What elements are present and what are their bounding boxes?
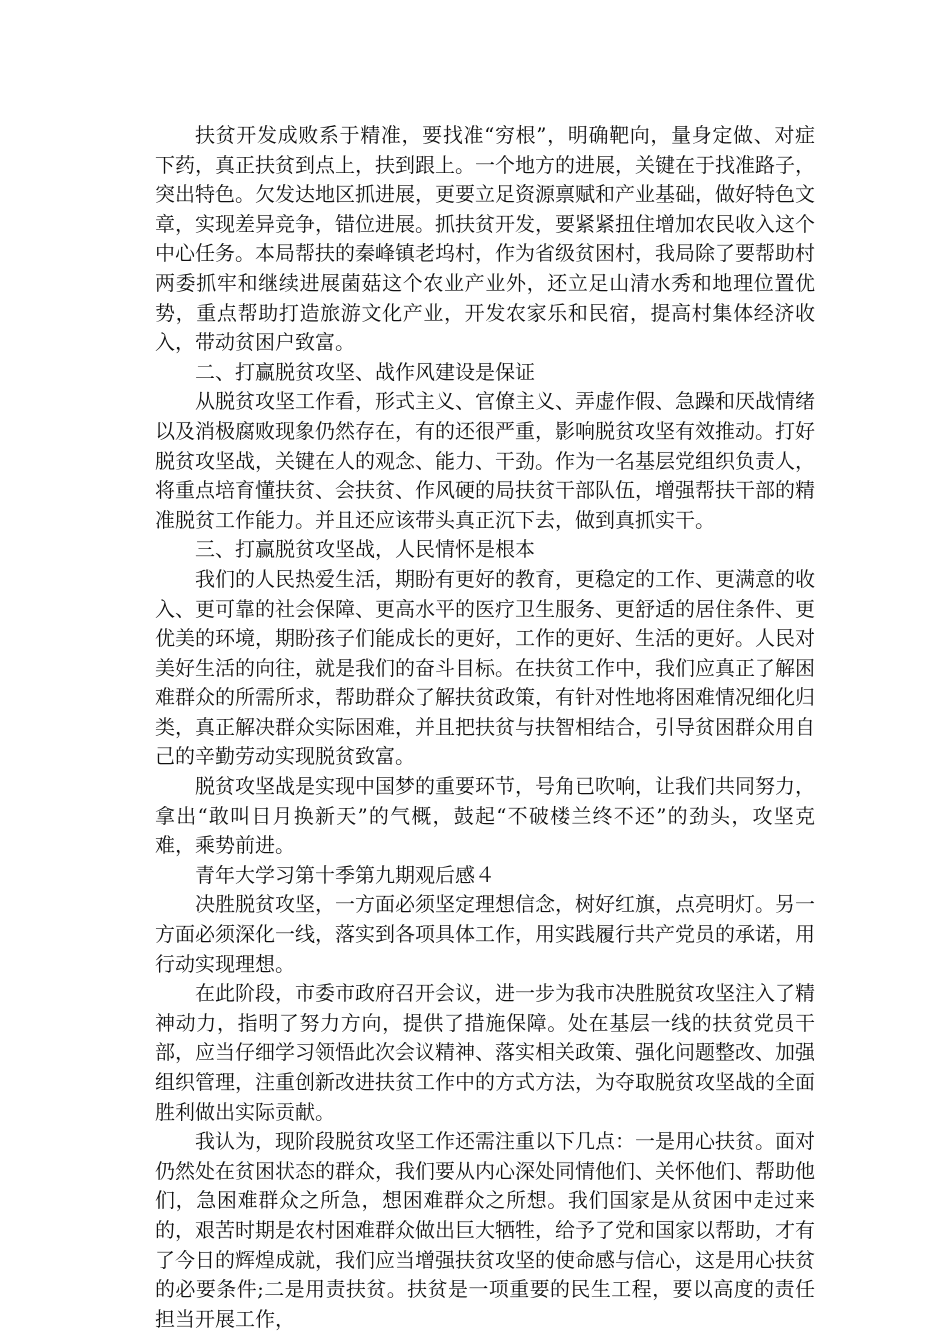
paragraph-ideals-beliefs: 决胜脱贫攻坚，一方面必须坚定理想信念，树好红旗，点亮明灯。另一方面必须深化一线，落实到各项具体工作，用实践履行共产党员的承诺，用行动实现理想。 — [155, 892, 815, 976]
section-heading-2: 二、打赢脱贫攻坚、战作风建设是保证 — [195, 359, 535, 384]
paragraph-key-points: 我认为，现阶段脱贫攻坚工作还需注重以下几点：一是用心扶贫。面对仍然处在贫困状态的群众，我们要从内心深处同情他们、关怀他们、帮助他们，急困难群众之所急，想困难群众之所想。我们国家是从贫困中走过来的，艰苦时期是农村困难群众做出巨大牺牲，给予了党和国家以帮助，才有了今日的辉煌成就，我们应当增强扶贫攻坚的使命感与信心，这是用心扶贫的必要条件;二是用责扶贫。扶贫是一项重要的民生工程，要以高度的责任担当开展工作， — [155, 1129, 815, 1331]
document-body — [155, 121, 815, 1334]
paragraph-precision-poverty: 扶贫开发成败系于精准，要找准“穷根”，明确靶向，量身定做、对症下药，真正扶贫到点上，扶到跟上。一个地方的进展，关键在于找准路子，突出特色。欠发达地区抓进展，更要立足资源禀赋和产业基础，做好特色文章，实现差异竞争，错位进展。抓扶贫开发，要紧紧扭住增加农民收入这个中心任务。本局帮扶的秦峰镇老坞村，作为省级贫困村，我局除了要帮助村两委抓牢和继续进展菌菇这个农业产业外，还立足山清水秀和地理位置优势，重点帮助打造旅游文化产业，开发农家乐和民宿，提高村集体经济收入，带动贫困户致富。 — [155, 123, 815, 355]
paragraph-chinese-dream: 脱贫攻坚战是实现中国梦的重要环节，号角已吹响，让我们共同努力，拿出“敢叫日月换新天”的气概，鼓起“不破楼兰终不还”的劲头，攻坚克难，乘势前进。 — [155, 774, 815, 858]
essay-title-4: 青年大学习第十季第九期观后感４ — [195, 862, 495, 887]
paragraph-work-style: 从脱贫攻坚工作看，形式主义、官僚主义、弄虚作假、急躁和厌战情绪以及消极腐败现象仍然存在，有的还很严重，影响脱贫攻坚有效推动。打好脱贫攻坚战，关键在人的观念、能力、干劲。作为一名基层党组织负责人，将重点培育懂扶贫、会扶贫、作风硬的局扶贫干部队伍，增强帮扶干部的精准脱贫工作能力。并且还应该带头真正沉下去，做到真抓实干。 — [155, 389, 815, 532]
paragraph-people-feelings: 我们的人民热爱生活，期盼有更好的教育，更稳定的工作、更满意的收入、更可靠的社会保障、更高水平的医疗卫生服务、更舒适的居住条件、更优美的环境，期盼孩子们能成长的更好，工作的更好、生活的更好。人民对美好生活的向往，就是我们的奋斗目标。在扶贫工作中，我们应真正了解困难群众的所需所求，帮助群众了解扶贫政策，有针对性地将困难情况细化归类，真正解决群众实际困难，并且把扶贫与扶智相结合，引导贫困群众用自己的辛勤劳动实现脱贫致富。 — [155, 566, 815, 769]
paragraph-municipal-meeting: 在此阶段，市委市政府召开会议，进一步为我市决胜脱贫攻坚注入了精神动力，指明了努力方向，提供了措施保障。处在基层一线的扶贫党员干部，应当仔细学习领悟此次会议精神、落实相关政策、强化问题整改、加强组织管理，注重创新改进扶贫工作中的方式方法，为夺取脱贫攻坚战的全面胜利做出实际贡献。 — [155, 981, 815, 1124]
section-heading-3: 三、打赢脱贫攻坚战，人民情怀是根本 — [195, 537, 535, 562]
